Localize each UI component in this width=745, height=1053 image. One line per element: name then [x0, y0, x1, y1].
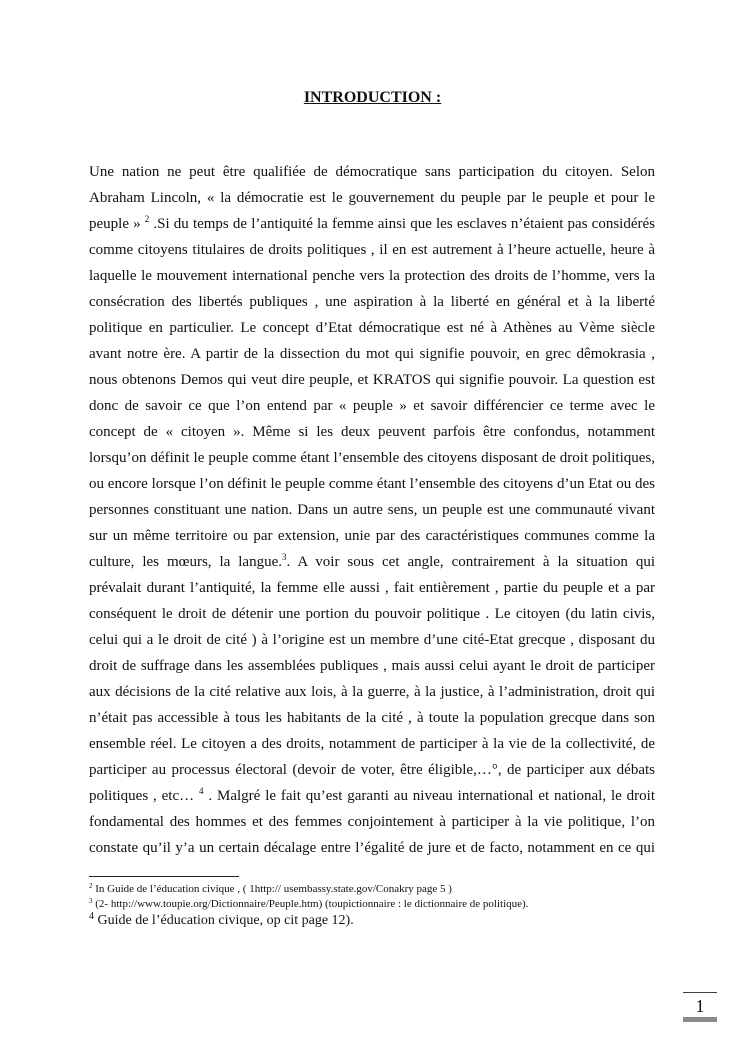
text-line	[89, 445, 655, 471]
text-segment: participer au processus électoral (devoir de voter, être éligible,…°, de participer aux débats	[89, 762, 655, 778]
text-segment: comme citoyens titulaires de droits politiques , il en est autrement à l’heure actuelle, heure à	[89, 242, 655, 258]
footnote-number: 4	[89, 911, 94, 922]
footnote-number: 2	[89, 882, 93, 890]
text-line	[89, 237, 655, 263]
text-line	[89, 315, 655, 341]
text-line	[89, 185, 655, 211]
footnote-3	[89, 897, 655, 912]
text-line	[89, 393, 655, 419]
text-segment: politiques , etc…	[89, 788, 200, 804]
text-line	[89, 341, 655, 367]
footnote-4	[89, 912, 655, 929]
text-segment: . Malgré le fait qu’est garanti au niveau international et national, le droit	[203, 788, 655, 804]
text-line	[89, 705, 655, 731]
footnote-reference: 3	[281, 552, 287, 562]
footnote-text: Guide de l’éducation civique, op cit page 12).	[94, 913, 354, 928]
page-number-bar	[683, 1017, 717, 1022]
text-line	[89, 263, 655, 289]
text-line	[89, 601, 655, 627]
text-segment: concept de « citoyen ». Même si les deux peuvent parfois être confondus, notamment	[89, 424, 655, 440]
text-line	[89, 471, 655, 497]
footnote-number: 3	[89, 897, 93, 905]
text-segment: avant notre ère. A partir de la dissection du mot qui signifie pouvoir, en grec dêmokrasia ,	[89, 346, 655, 362]
text-segment: culture, les mœurs, la langue.	[89, 554, 282, 570]
page-title: INTRODUCTION :	[303, 89, 442, 106]
text-segment: donc de savoir ce que l’on entend par « peuple » et savoir différencier ce terme avec le	[89, 398, 655, 414]
text-line	[89, 575, 655, 601]
text-segment: conséquent le droit de détenir une portion du pouvoir politique . Le citoyen (du latin civis,	[89, 606, 655, 622]
text-segment: Une nation ne peut être qualifiée de démocratique sans participation du citoyen. Selon	[89, 164, 655, 180]
text-line	[89, 419, 655, 445]
footnote-text: (2- http://www.toupie.org/Dictionnaire/Peuple.htm) (toupictionnaire : le dictionnaire de politique).	[92, 898, 529, 910]
text-line	[89, 211, 655, 237]
text-segment: peuple »	[89, 216, 145, 232]
text-segment: sur un même territoire ou par extension, unie par des caractéristiques communes comme la	[89, 528, 655, 544]
text-segment: droit de suffrage dans les assemblées publiques , mais aussi celui ayant le droit de participer	[89, 658, 655, 674]
text-line	[89, 627, 655, 653]
text-segment: consécration des libertés publiques , une aspiration à la liberté en général et à la liberté	[89, 294, 655, 310]
text-line	[89, 783, 655, 809]
footnote-reference: 4	[199, 786, 204, 796]
text-segment: laquelle le mouvement international penche vers la protection des droits de l’homme, vers la	[89, 268, 655, 284]
text-segment: n’était pas accessible à tous les habitants de la cité , à toute la population grecque dans son	[89, 710, 655, 726]
text-segment: lorsqu’on définit le peuple comme étant l’ensemble des citoyens disposant de droit politiques,	[89, 450, 655, 466]
text-segment: nous obtenons Demos qui veut dire peuple, et KRATOS qui signifie pouvoir. La question est	[89, 372, 655, 388]
text-segment: celui qui a le droit de cité ) à l’origine est un membre d’une cité-Etat grecque , disposant du	[89, 632, 655, 648]
text-line	[89, 731, 655, 757]
footnote-text: In Guide de l’éducation civique , ( 1http:// usembassy.state.gov/Conakry page 5 )	[92, 883, 452, 895]
text-line	[89, 809, 655, 835]
footnote-reference: 2	[144, 214, 150, 224]
text-segment: Abraham Lincoln, « la démocratie est le gouvernement du peuple par le peuple et pour le	[89, 190, 655, 206]
text-segment: aux décisions de la cité relative aux lois, à la guerre, à la justice, à l’administration, droit qui	[89, 684, 655, 700]
text-line	[89, 523, 655, 549]
text-segment: constate qu’il y’a un certain décalage entre l’égalité de jure et de facto, notamment en ce qui	[89, 840, 655, 856]
text-segment: . A voir sous cet angle, contrairement à la situation qui	[286, 554, 656, 570]
footnotes	[89, 882, 655, 929]
text-line	[89, 653, 655, 679]
text-segment: fondamental des hommes et des femmes conjointement à participer à la vie politique, l’on	[89, 814, 655, 830]
text-line	[89, 757, 655, 783]
text-segment: personnes constituant une nation. Dans un autre sens, un peuple est une communauté vivant	[89, 502, 655, 518]
text-line	[89, 549, 655, 575]
text-segment: ensemble réel. Le citoyen a des droits, notamment de participer à la vie de la collectivité, de	[89, 736, 655, 752]
footnote-separator	[89, 876, 239, 877]
text-line	[89, 159, 655, 185]
text-line	[89, 835, 655, 861]
text-segment: prévalait durant l’antiquité, la femme elle aussi , fait entièrement , partie du peuple et a par	[89, 580, 655, 596]
text-line	[89, 679, 655, 705]
text-segment: .Si du temps de l’antiquité la femme ainsi que les esclaves n’étaient pas considérés	[149, 216, 655, 232]
text-segment: politique en particulier. Le concept d’Etat démocratique est né à Athènes au Vème siècle	[89, 320, 655, 336]
text-line	[89, 289, 655, 315]
body-text	[89, 159, 655, 861]
page-number: 1	[683, 992, 717, 1017]
text-line	[89, 367, 655, 393]
text-segment: ou encore lorsque l’on définit le peuple comme étant l’ensemble des citoyens d’un Etat ou des	[89, 476, 655, 492]
footnote-2	[89, 882, 655, 897]
text-line	[89, 497, 655, 523]
